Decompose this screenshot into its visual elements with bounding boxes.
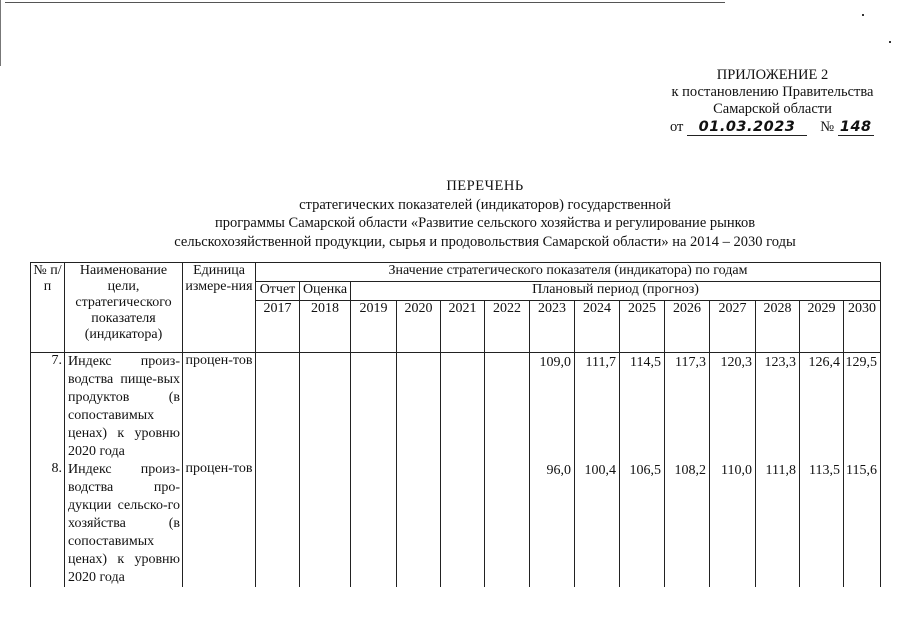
value-cell: 117,3 <box>665 353 710 462</box>
appendix-line2: Самарской области <box>713 101 832 117</box>
number-prefix: № <box>820 119 835 135</box>
header-year: 2030 <box>844 301 881 353</box>
header-estimate: Оценка <box>300 282 351 301</box>
value-cell <box>397 353 441 462</box>
value-cell: 120,3 <box>710 353 756 462</box>
appendix-line1: к постановлению Правительства <box>671 84 874 100</box>
document-title <box>120 177 850 251</box>
header-estimate-year: 2018 <box>300 301 351 353</box>
value-cell: 113,5 <box>800 461 844 587</box>
value-cell <box>256 353 300 462</box>
indicator-unit: процен-тов <box>183 461 256 587</box>
value-cell <box>351 461 397 587</box>
value-cell: 123,3 <box>756 353 800 462</box>
header-year: 2019 <box>351 301 397 353</box>
value-cell: 115,6 <box>844 461 881 587</box>
scan-edge-top <box>5 2 725 3</box>
value-cell: 111,8 <box>756 461 800 587</box>
title-line1: стратегических показателей (индикаторов) государственной <box>299 196 671 213</box>
header-year: 2028 <box>756 301 800 353</box>
value-cell: 108,2 <box>665 461 710 587</box>
value-cell: 100,4 <box>575 461 620 587</box>
value-cell: 109,0 <box>530 353 575 462</box>
appendix-title: ПРИЛОЖЕНИЕ 2 <box>716 67 829 83</box>
value-cell: 114,5 <box>620 353 665 462</box>
value-cell <box>441 461 485 587</box>
value-cell <box>397 461 441 587</box>
value-cell: 96,0 <box>530 461 575 587</box>
header-year: 2022 <box>485 301 530 353</box>
table-row <box>31 461 881 587</box>
value-cell <box>485 353 530 462</box>
appendix-block <box>660 67 885 118</box>
row-number: 7. <box>31 353 65 462</box>
value-cell: 126,4 <box>800 353 844 462</box>
header-year: 2024 <box>575 301 620 353</box>
header-num: № п/п <box>31 263 65 353</box>
value-cell: 129,5 <box>844 353 881 462</box>
value-cell <box>256 461 300 587</box>
header-unit: Единица измере-ния <box>183 263 256 353</box>
value-cell <box>300 353 351 462</box>
date-prefix: от <box>670 119 684 135</box>
value-cell <box>300 461 351 587</box>
header-year: 2027 <box>710 301 756 353</box>
header-report-year: 2017 <box>256 301 300 353</box>
header-plan-period: Плановый период (прогноз) <box>351 282 881 301</box>
handwritten-number: 148 <box>838 120 874 136</box>
value-cell <box>485 461 530 587</box>
header-year: 2025 <box>620 301 665 353</box>
table-row <box>31 353 881 462</box>
scan-edge-left <box>0 0 1 66</box>
header-year: 2020 <box>397 301 441 353</box>
header-year: 2026 <box>665 301 710 353</box>
header-name: Наименование цели, стратегического показателя (индикатора) <box>65 263 183 353</box>
title-line2: программы Самарской области «Развитие сельского хозяйства и регулирование рынков <box>214 215 756 231</box>
indicator-unit: процен-тов <box>183 353 256 462</box>
indicators-table <box>30 262 881 587</box>
title-line3: сельскохозяйственной продукции, сырья и продовольствия Самарской области» на 2014 – 2030 годы <box>174 233 796 250</box>
header-values-group: Значение стратегического показателя (индикатора) по годам <box>256 263 881 282</box>
handwritten-date: 01.03.2023 <box>687 120 807 136</box>
row-number: 8. <box>31 461 65 587</box>
header-year: 2029 <box>800 301 844 353</box>
value-cell: 106,5 <box>620 461 665 587</box>
header-year: 2023 <box>530 301 575 353</box>
header-report: Отчет <box>256 282 300 301</box>
value-cell <box>351 353 397 462</box>
scan-speck <box>889 41 891 43</box>
value-cell: 110,0 <box>710 461 756 587</box>
indicator-name: Индекс произ-водства пище-вых продуктов (в сопоставимых ценах) к уровню 2020 года <box>65 353 183 462</box>
scan-speck <box>862 14 864 16</box>
decree-date-line <box>670 119 874 136</box>
title-main: ПЕРЕЧЕНЬ <box>446 178 524 194</box>
value-cell: 111,7 <box>575 353 620 462</box>
indicator-name: Индекс произ-водства про-дукции сельско-го хозяйства (в сопоставимых ценах) к уровню 2020 года <box>65 461 183 587</box>
header-year: 2021 <box>441 301 485 353</box>
value-cell <box>441 353 485 462</box>
